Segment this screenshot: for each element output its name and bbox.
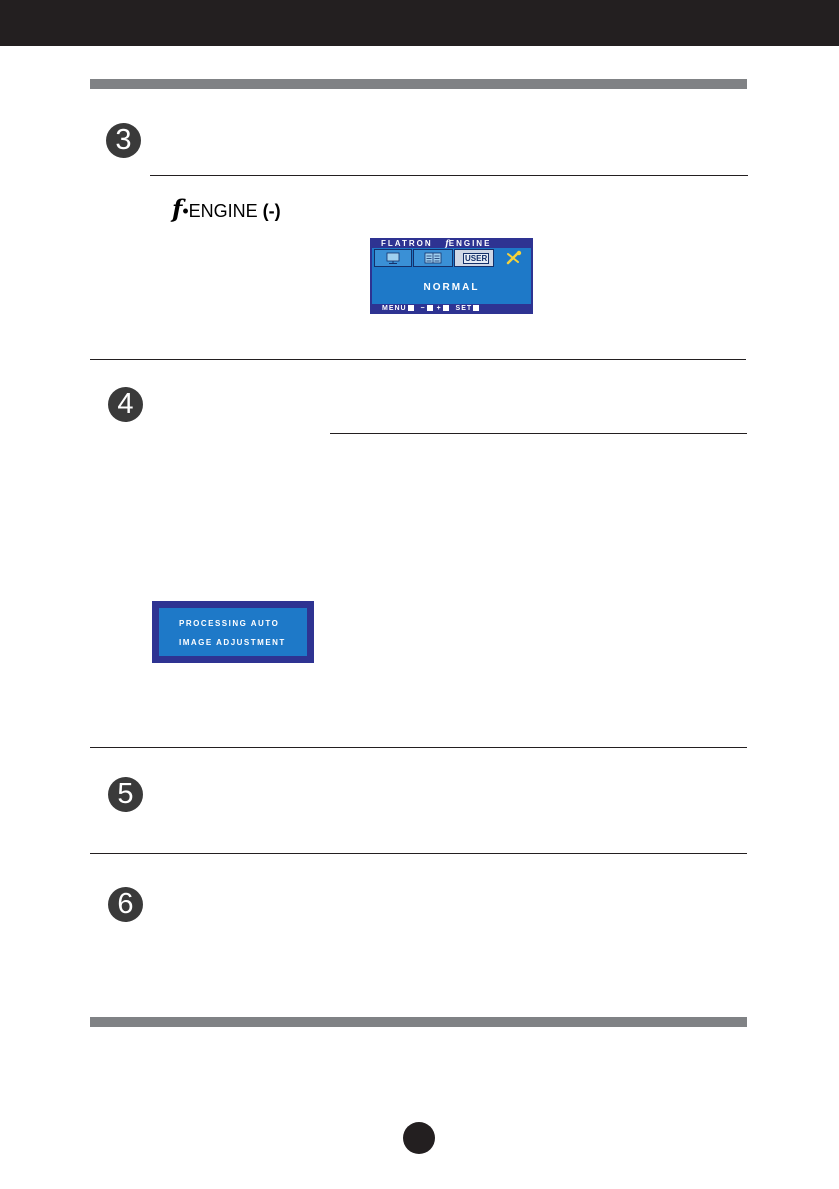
fengine-f-glyph: f — [172, 194, 183, 223]
minus-button-icon — [427, 305, 433, 311]
plus-button-icon — [443, 305, 449, 311]
osd-minus-label: − — [420, 305, 426, 312]
osd-plus-label: + — [436, 305, 442, 312]
tools-icon — [500, 249, 528, 267]
osd-tab-tools[interactable] — [500, 249, 528, 267]
fengine-text: ENGINE — [188, 201, 258, 221]
osd-tab-user[interactable] — [454, 249, 494, 267]
processing-osd-body — [159, 608, 307, 656]
fengine-osd-menu — [370, 238, 533, 314]
step-3-number: 3 — [106, 123, 141, 158]
processing-auto-osd — [152, 601, 314, 663]
monitor-icon — [375, 250, 411, 266]
osd-tab-monitor[interactable] — [374, 249, 412, 267]
osd-user-label: USER — [465, 254, 488, 263]
osd-title-f: f — [445, 238, 449, 248]
osd-title-left: FLATRON — [381, 239, 433, 248]
osd-tab-text[interactable] — [413, 249, 453, 267]
text-icon — [414, 250, 452, 266]
page-number-dot — [403, 1122, 435, 1154]
section-bottom-bar — [90, 1017, 747, 1027]
osd-mode-label: NORMAL — [423, 282, 480, 293]
fengine-dot: • — [182, 201, 189, 221]
osd-title — [370, 238, 533, 248]
processing-line-2: IMAGE ADJUSTMENT — [179, 638, 286, 647]
fengine-minus-label — [172, 194, 281, 223]
processing-line-1: PROCESSING AUTO — [179, 619, 280, 628]
step-4-divider — [330, 433, 747, 434]
osd-menu-label: MENU — [382, 305, 407, 312]
osd-body — [372, 248, 531, 304]
step-3-divider — [150, 175, 748, 176]
section-divider-3-4 — [90, 359, 746, 360]
close-icon — [408, 305, 414, 311]
header-bar — [0, 0, 839, 46]
osd-set-label: SET — [455, 305, 473, 312]
fengine-suffix: (-) — [262, 201, 281, 221]
section-divider-4-5 — [90, 747, 747, 748]
section-divider-5-6 — [90, 853, 747, 854]
osd-footer — [370, 304, 533, 314]
osd-title-right: ENGINE — [448, 239, 492, 248]
section-top-bar — [90, 79, 747, 89]
step-5-number: 5 — [108, 777, 143, 812]
step-6-number: 6 — [108, 887, 143, 922]
step-4-number: 4 — [108, 387, 143, 422]
set-button-icon — [473, 305, 479, 311]
